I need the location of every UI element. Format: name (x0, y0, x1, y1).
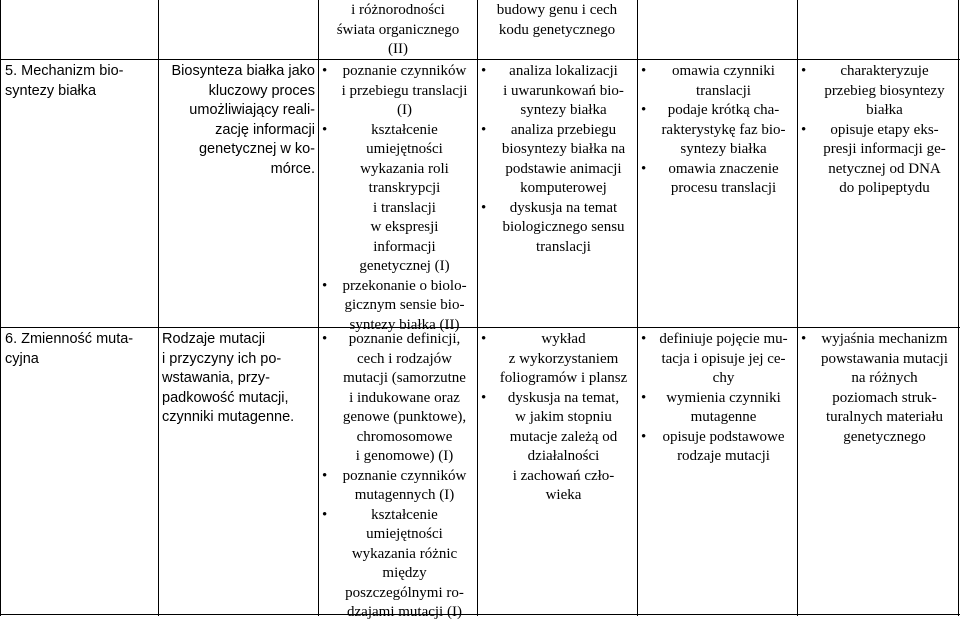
list-item (481, 62, 633, 121)
row1-topic (5, 62, 155, 101)
row2-goals (322, 330, 474, 623)
text-line: • kształcenie (371, 506, 438, 523)
text-line: komputerowej (520, 180, 607, 196)
row2-extended-requirements (801, 330, 955, 447)
text-line: • analiza lokalizacji (509, 63, 618, 79)
text-line: w ekspresji (370, 219, 439, 235)
text-line: • opisuje etapy eks- (830, 121, 939, 138)
text-line: translacji (696, 82, 751, 99)
text-line: transkrypcji (368, 180, 441, 196)
text-line: poszczególnymi ro- (345, 584, 464, 601)
text-line: 5. Mechanizm bio- (5, 63, 124, 79)
text-line: • definiuje pojęcie mu- (659, 331, 788, 347)
text-line: foliogramów i plansz (499, 370, 628, 386)
text-line: syntezy białka (680, 141, 767, 157)
text-line: • charakteryzuje (840, 63, 929, 79)
text-line: mutacje zależą od (509, 428, 618, 445)
list-item (481, 389, 633, 506)
text-line: wstawania, przy- (162, 370, 270, 386)
list-item (641, 330, 793, 389)
text-line: chromosomowe (356, 428, 453, 445)
text-line: mórce. (270, 160, 315, 177)
text-line: genowe (punktowe), (342, 409, 467, 425)
text-line: na różnych (851, 370, 918, 386)
text-line: mutagennych (I) (354, 487, 455, 503)
text-line: (II) (388, 41, 408, 57)
text-line: syntezy białka (II) (349, 316, 460, 333)
text-line: syntezy białka (5, 82, 97, 99)
text-line: netycznej od DNA (828, 160, 941, 177)
text-line: i indukowane oraz (349, 389, 460, 406)
row1-extended-requirements (801, 62, 955, 199)
list-item (641, 101, 793, 160)
text-line: • przekonanie o biolo- (342, 277, 467, 294)
row-divider-top (0, 59, 960, 60)
text-line: i różnorodności (351, 2, 445, 18)
text-line: Rodzaje mutacji (162, 331, 266, 347)
text-line: • omawia czynniki (672, 63, 775, 79)
text-line: i przebiegu translacji (341, 82, 468, 99)
text-line: biosyntezy białka na (501, 141, 626, 157)
table-border-right (958, 0, 959, 616)
text-line: chy (712, 370, 735, 386)
list-item (641, 62, 793, 101)
list-item (801, 62, 955, 121)
text-line: Biosynteza białka jako (171, 63, 315, 79)
text-line: mutacji (samorzutne (343, 370, 466, 386)
text-line: działalności (527, 448, 600, 464)
text-line: i uwarunkowań bio- (503, 82, 624, 99)
text-line: przebieg biosyntezy (824, 82, 945, 99)
text-line: genetycznego (843, 428, 926, 445)
row2-topic (5, 330, 155, 369)
text-line: • opisuje podstawowe (662, 428, 785, 445)
text-line: umiejętności (366, 526, 443, 542)
text-line: informacji (373, 238, 436, 255)
text-line: gicznym sensie bio- (344, 297, 465, 313)
text-line: translacji (536, 238, 591, 255)
text-line: kluczowy proces (208, 82, 315, 99)
list-item (322, 330, 474, 467)
text-line: cech i rodzajów (357, 350, 452, 367)
text-line: umożliwiający reali- (189, 102, 315, 118)
list-item (641, 389, 793, 428)
text-line: biologicznego sensu (502, 219, 625, 235)
text-line: kodu genetycznego (498, 21, 616, 38)
text-line: presji informacji ge- (823, 141, 946, 157)
list-item (801, 121, 955, 199)
text-line: • poznanie definicji, (348, 331, 461, 347)
text-line: między (382, 565, 427, 581)
list-item (801, 330, 955, 447)
text-line: • wykład (541, 331, 586, 347)
text-line: (I) (397, 102, 412, 118)
row1-content (162, 62, 315, 179)
text-line: • kształcenie (371, 121, 438, 138)
text-line: cyjna (5, 350, 39, 367)
row1-methods (481, 62, 633, 257)
list-item (481, 121, 633, 199)
text-line: i translacji (373, 199, 436, 216)
list-item (322, 506, 474, 623)
text-line: genetycznej (I) (359, 258, 450, 274)
text-line: • analiza przebiegu (510, 121, 617, 138)
table-divider-4 (637, 0, 638, 616)
text-line: • dyskusja na temat (509, 199, 618, 216)
text-line: umiejętności (366, 141, 443, 157)
text-line: • omawia znaczenie (668, 160, 779, 177)
text-line: z wykorzystaniem (508, 350, 619, 367)
row1-basic-requirements (641, 62, 793, 199)
header-fragment-methods (481, 1, 633, 40)
text-line: budowy genu i cech (496, 2, 618, 18)
header-fragment-goals (322, 1, 474, 60)
text-line: turalnych materiału (825, 409, 944, 425)
text-line: poziomach struk- (832, 389, 937, 406)
row1-goals (322, 62, 474, 335)
text-line: i przyczyny ich po- (162, 350, 282, 367)
text-line: • poznanie czynników (342, 467, 467, 484)
list-item (322, 467, 474, 506)
text-line: • wymienia czynniki (666, 389, 781, 406)
text-line: wykazania różnic (351, 545, 458, 562)
list-item (481, 199, 633, 258)
text-line: • poznanie czynników (342, 63, 467, 79)
text-line: • podaje krótką cha- (667, 102, 780, 118)
text-line: syntezy białka (520, 102, 607, 118)
table-border-bottom (0, 614, 960, 615)
table-border-left (0, 0, 1, 616)
text-line: podstawie animacji (505, 160, 622, 177)
text-line: czynniki mutagenne. (162, 409, 295, 425)
list-item (322, 277, 474, 336)
text-line: i genomowe) (I) (355, 448, 454, 464)
list-item (322, 121, 474, 277)
text-line: białka (866, 102, 903, 118)
text-line: dzajami mutacji (I) (347, 604, 462, 620)
text-line: wieka (545, 487, 582, 503)
text-line: genetycznej w ko- (198, 141, 315, 157)
row2-basic-requirements (641, 330, 793, 467)
text-line: • dyskusja na temat, (507, 389, 620, 406)
list-item (641, 428, 793, 467)
text-line: świata organicznego (336, 21, 460, 38)
text-line: powstawania mutacji (820, 350, 949, 367)
text-line: mutagenne (690, 409, 757, 425)
row2-methods (481, 330, 633, 506)
table-divider-5 (797, 0, 798, 616)
table-divider-1 (158, 0, 159, 616)
text-line: wykazania roli (360, 160, 449, 177)
list-item (481, 330, 633, 389)
list-item (322, 62, 474, 121)
text-line: w jakim stopniu (515, 409, 612, 425)
text-line: i zachowań czło- (512, 467, 615, 484)
text-line: rakterystykę faz bio- (661, 121, 786, 138)
row2-content (162, 330, 315, 428)
table-divider-2 (318, 0, 319, 616)
text-line: tacja i opisuje jej ce- (661, 350, 786, 367)
text-line: rodzaje mutacji (677, 448, 770, 464)
text-line: 6. Zmienność muta- (5, 331, 134, 347)
text-line: procesu translacji (670, 180, 777, 196)
text-line: • wyjaśnia mechanizm (821, 331, 948, 347)
list-item (641, 160, 793, 199)
row-divider-middle (0, 327, 960, 328)
text-line: zację informacji (215, 121, 315, 138)
text-line: do polipeptydu (839, 180, 930, 196)
text-line: padkowość mutacji, (162, 389, 289, 406)
table-divider-3 (477, 0, 478, 616)
